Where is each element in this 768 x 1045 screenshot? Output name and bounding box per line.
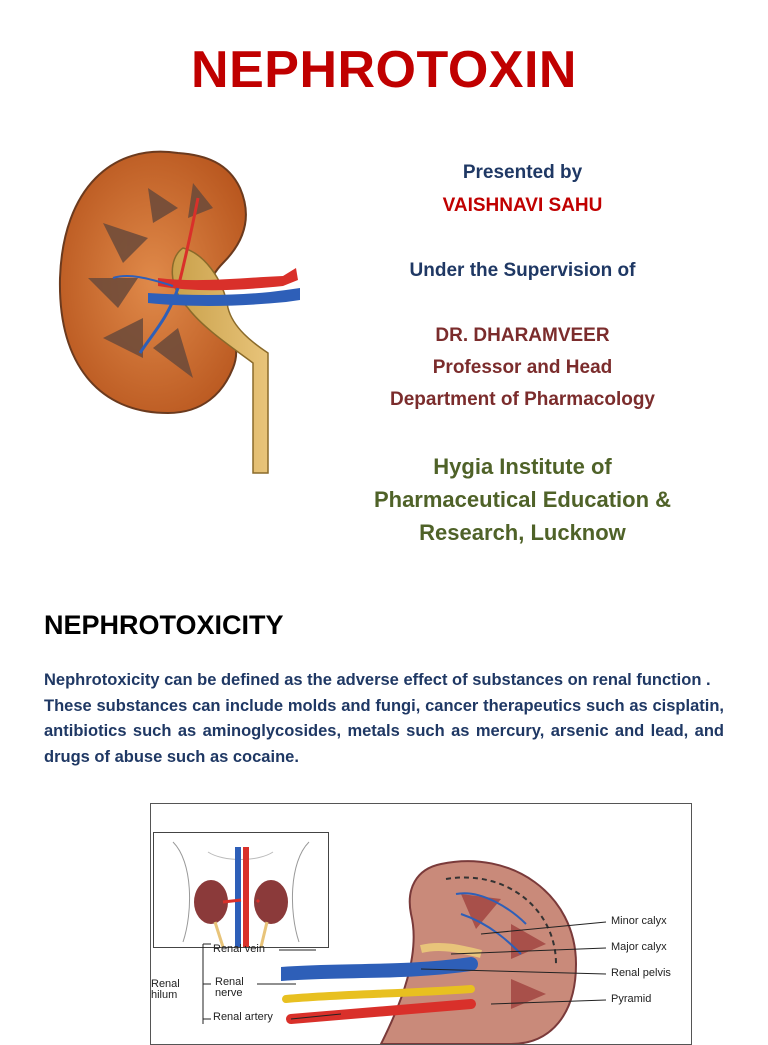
paragraph-substances: These substances can include molds and fungi, cancer therapeutics such as cisplatin, antibiotics such as aminoglycosides, metals such as mercury, arsenic and lead, and drugs of abuse such as cocaine. [44,696,724,766]
supervisor-designation: Professor and Head [432,357,613,378]
label-renal-artery: Renal artery [213,1011,273,1023]
leader-lines [151,804,691,1044]
label-renal-nerve: Renal nerve [215,976,244,999]
presenter-name: VAISHNAVI SAHU [442,195,603,216]
label-major-calyx: Major calyx [611,941,667,953]
institute-line-1: Hygia Institute of [433,454,612,479]
paragraph-definition: Nephrotoxicity can be defined as the adverse effect of substances on renal function . [44,671,711,689]
section-body [44,668,724,770]
institute-line-3: Research, Lucknow [419,520,626,545]
section-heading: NEPHROTOXICITY [44,610,284,640]
label-pyramid: Pyramid [611,993,652,1005]
department-name: Department of Pharmacology [390,389,655,410]
credits-block [330,160,715,560]
supervision-label: Under the Supervision of [409,260,636,281]
institute-line-2: Pharmaceutical Education & [373,487,672,512]
anatomy-diagram [150,803,692,1045]
page-title: NEPHROTOXIN [191,41,577,99]
label-minor-calyx: Minor calyx [611,915,667,927]
label-renal-pelvis: Renal pelvis [611,967,671,979]
label-renal-vein: Renal vein [213,943,265,955]
supervisor-name: DR. DHARAMVEER [435,325,610,346]
presented-by-label: Presented by [462,162,583,183]
label-renal-hilum: Renal hilum [151,978,180,1001]
kidney-illustration [28,128,328,488]
